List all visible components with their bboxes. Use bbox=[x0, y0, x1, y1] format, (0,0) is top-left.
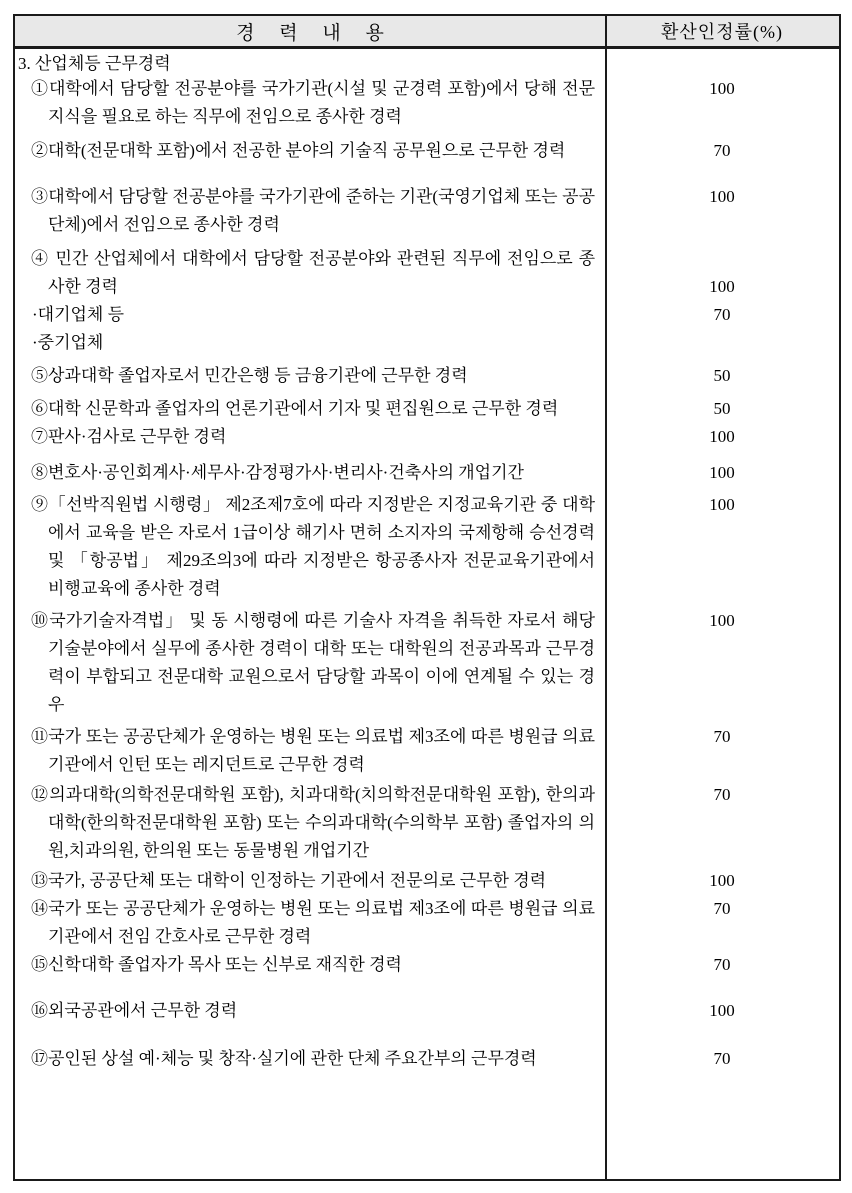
item-content bbox=[18, 997, 605, 1025]
item-text: ⑭국가 또는 공공단체가 운영하는 병원 또는 의료법 제3조에 따른 병원급 의료기관에서 전임 간호사로 근무한 경력 bbox=[31, 899, 595, 946]
item-rate bbox=[605, 781, 839, 865]
item-content bbox=[18, 459, 605, 487]
item-content bbox=[18, 607, 605, 719]
rate-value: 100 bbox=[709, 277, 735, 296]
item-text: ⑤상과대학 졸업자로서 민간은행 등 금융기관에 근무한 경력 bbox=[31, 366, 468, 385]
table-row bbox=[18, 459, 839, 487]
item-text: ⑧변호사·공인회계사·세무사·감정평가사·변리사·건축사의 개업기간 bbox=[31, 463, 524, 482]
table-row bbox=[18, 867, 839, 895]
item-rate bbox=[605, 867, 839, 895]
table-row bbox=[18, 781, 839, 865]
table-row bbox=[18, 1045, 839, 1073]
item-text: ②대학(전문대학 포함)에서 전공한 분야의 기술직 공무원으로 근무한 경력 bbox=[31, 141, 566, 160]
column-divider bbox=[605, 16, 607, 1179]
item-rate bbox=[605, 137, 839, 165]
rate-value: 100 bbox=[709, 495, 735, 514]
rate-value: 100 bbox=[709, 611, 735, 630]
table-row bbox=[18, 395, 839, 423]
item-content bbox=[18, 895, 605, 951]
rate-value: 70 bbox=[713, 899, 731, 918]
item-content bbox=[18, 1045, 605, 1073]
rate-value: 70 bbox=[713, 305, 731, 324]
item-text: ⑪국가 또는 공공단체가 운영하는 병원 또는 의료법 제3조에 따른 병원급 의료기관에서 인턴 또는 레지던트로 근무한 경력 bbox=[31, 727, 595, 774]
item-content bbox=[18, 491, 605, 603]
item-text: ⑫의과대학(의학전문대학원 포함), 치과대학(치의학전문대학원 포함), 한의과대학(한의학전문대학원 포함) 또는 수의과대학(수의학부 포함) 졸업자의 의원,치과의원, 한의원 또는 동물병원 개업기간 bbox=[31, 785, 595, 860]
item-rate bbox=[605, 1045, 839, 1073]
item-rate bbox=[605, 895, 839, 951]
item-rate bbox=[605, 997, 839, 1025]
table-row bbox=[18, 895, 839, 951]
table-rows bbox=[18, 75, 839, 1073]
sub-item: ·대기업체 등 bbox=[32, 305, 125, 324]
item-rate bbox=[605, 245, 839, 357]
sub-item: ·중기업체 bbox=[32, 333, 104, 352]
rate-value: 70 bbox=[713, 955, 731, 974]
table-row bbox=[18, 137, 839, 165]
item-rate bbox=[605, 491, 839, 603]
rate-value: 50 bbox=[713, 366, 731, 385]
header-career-content-label: 경 력 내 용 bbox=[236, 22, 394, 44]
item-rate bbox=[605, 75, 839, 131]
table-row bbox=[18, 183, 839, 239]
rate-value: 70 bbox=[713, 727, 731, 746]
rate-value: 100 bbox=[709, 187, 735, 206]
item-text: ⑰공인된 상설 예·체능 및 창작·실기에 관한 단체 주요간부의 근무경력 bbox=[31, 1049, 537, 1068]
item-rate bbox=[605, 607, 839, 719]
item-text: ③대학에서 담당할 전공분야를 국가기관에 준하는 기관(국영기업체 또는 공공단체)에서 전임으로 종사한 경력 bbox=[31, 187, 595, 234]
item-text: ⑦판사·검사로 근무한 경력 bbox=[31, 427, 227, 446]
item-text: ④ 민간 산업체에서 대학에서 담당할 전공분야와 관련된 직무에 전임으로 종사한 경력 bbox=[31, 249, 595, 296]
rate-value: 100 bbox=[709, 79, 735, 98]
rate-value: 100 bbox=[709, 1001, 735, 1020]
header-rate-label: 환산인정률(%) bbox=[661, 22, 783, 42]
section-title: 3. 산업체등 근무경력 bbox=[18, 54, 171, 73]
item-content bbox=[18, 423, 605, 451]
career-table bbox=[13, 14, 841, 1181]
item-content bbox=[18, 137, 605, 165]
item-text: ⑨「선박직원법 시행령」 제2조제7호에 따라 지정받은 지정교육기관 중 대학에서 교육을 받은 자로서 1급이상 해기사 면허 소지자의 국제항해 승선경력 및 「항공법」 제29조의3에 따라 지정받은 항공종사자 전문교육기관에서 비행교육에 종사한 경력 bbox=[31, 495, 595, 598]
table-row bbox=[18, 491, 839, 603]
table-row bbox=[18, 423, 839, 451]
item-rate bbox=[605, 423, 839, 451]
item-content bbox=[18, 867, 605, 895]
rate-value: 70 bbox=[713, 785, 731, 804]
table-row bbox=[18, 723, 839, 779]
item-content bbox=[18, 395, 605, 423]
table-row bbox=[18, 245, 839, 357]
item-content bbox=[18, 245, 605, 357]
item-rate bbox=[605, 395, 839, 423]
item-content bbox=[18, 362, 605, 390]
item-text: ⑮신학대학 졸업자가 목사 또는 신부로 재직한 경력 bbox=[31, 955, 402, 974]
table-header bbox=[15, 16, 839, 49]
item-content bbox=[18, 723, 605, 779]
table-body bbox=[15, 49, 839, 1073]
table-row bbox=[18, 75, 839, 131]
item-rate bbox=[605, 183, 839, 239]
item-text: ⑯외국공관에서 근무한 경력 bbox=[31, 1001, 238, 1020]
rate-value: 70 bbox=[713, 1049, 731, 1068]
item-content bbox=[18, 183, 605, 239]
item-rate bbox=[605, 362, 839, 390]
rate-value: 50 bbox=[713, 399, 731, 418]
rate-value: 100 bbox=[709, 463, 735, 482]
item-text: ①대학에서 담당할 전공분야를 국가기관(시설 및 군경력 포함)에서 당해 전문지식을 필요로 하는 직무에 전임으로 종사한 경력 bbox=[31, 79, 595, 126]
item-rate bbox=[605, 951, 839, 979]
table-row bbox=[18, 362, 839, 390]
rate-value: 70 bbox=[713, 141, 731, 160]
item-content bbox=[18, 75, 605, 131]
table-row bbox=[18, 951, 839, 979]
rate-value: 100 bbox=[709, 871, 735, 890]
item-text: ⑬국가, 공공단체 또는 대학이 인정하는 기관에서 전문의로 근무한 경력 bbox=[31, 871, 547, 890]
item-text: ⑩국가기술자격법」 및 동 시행령에 따른 기술사 자격을 취득한 자로서 해당 기술분야에서 실무에 종사한 경력이 대학 또는 대학원의 전공과목과 근무경력이 부합되고 전문대학 교원으로서 담당할 과목이 이에 연계될 수 있는 경우 bbox=[31, 611, 595, 714]
table-row bbox=[18, 997, 839, 1025]
item-content bbox=[18, 951, 605, 979]
item-rate bbox=[605, 459, 839, 487]
table-row bbox=[18, 607, 839, 719]
item-rate bbox=[605, 723, 839, 779]
rate-value: 100 bbox=[709, 427, 735, 446]
item-content bbox=[18, 781, 605, 865]
item-text: ⑥대학 신문학과 졸업자의 언론기관에서 기자 및 편집원으로 근무한 경력 bbox=[31, 399, 559, 418]
